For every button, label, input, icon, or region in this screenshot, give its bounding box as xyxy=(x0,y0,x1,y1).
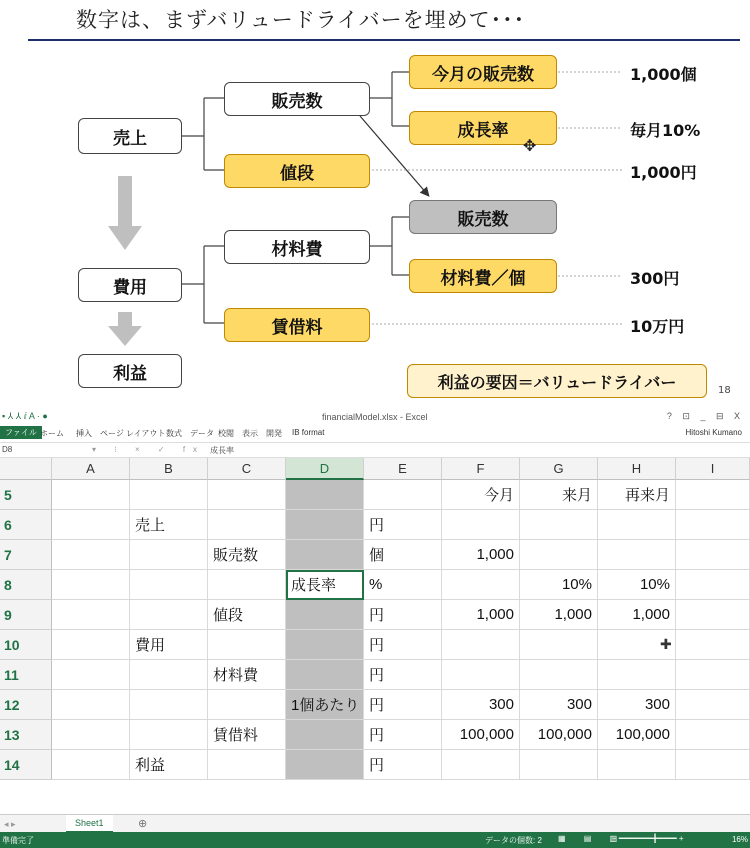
tab-review[interactable]: 校閲 xyxy=(218,429,234,438)
title-bar xyxy=(0,410,750,424)
zoom-slider[interactable]: − ━━━━━━━╋━━━━ + xyxy=(612,834,684,843)
ribbon-tabs xyxy=(0,424,750,440)
cell-d8[interactable]: 成長率 xyxy=(286,570,364,600)
cell-e13[interactable]: 円 xyxy=(364,720,442,750)
formula-controls[interactable]: ▾ ⁝ × ✓ fx xyxy=(92,445,206,454)
user-name[interactable]: Hitoshi Kumano xyxy=(685,428,742,437)
tree-connector-lines xyxy=(0,0,750,400)
cell-h9[interactable]: 1,000 xyxy=(598,600,676,630)
cell-i5[interactable] xyxy=(676,480,750,510)
cell-f11[interactable] xyxy=(442,660,520,690)
row-header-11[interactable]: 11 xyxy=(0,660,52,690)
cell-d6[interactable] xyxy=(286,510,364,540)
cell-e12[interactable]: 円 xyxy=(364,690,442,720)
cell-c7[interactable]: 販売数 xyxy=(208,540,286,570)
row-header-5[interactable]: 5 xyxy=(0,480,52,510)
cell-g5[interactable]: 来月 xyxy=(520,480,598,510)
row-header-6[interactable]: 6 xyxy=(0,510,52,540)
cell-d10[interactable] xyxy=(286,630,364,660)
cell-h5[interactable]: 再来月 xyxy=(598,480,676,510)
cell-d13[interactable] xyxy=(286,720,364,750)
cell-e14[interactable]: 円 xyxy=(364,750,442,780)
cell-f8[interactable] xyxy=(442,570,520,600)
value-material-per-unit: 300円 xyxy=(630,269,680,288)
col-header-g[interactable]: G xyxy=(520,458,598,480)
cell-g12[interactable]: 300 xyxy=(520,690,598,720)
formula-input[interactable]: 成長率 xyxy=(210,446,234,455)
status-count: データの個数: 2 xyxy=(485,836,542,845)
cell-h8[interactable]: 10% xyxy=(598,570,676,600)
value-monthly-units: 1,000個 xyxy=(630,65,697,84)
box-rent: 賃借料 xyxy=(224,308,370,342)
sheet-tab-sheet1[interactable]: Sheet1 xyxy=(66,815,113,833)
cell-g10[interactable] xyxy=(520,630,598,660)
sheet-tab-bar xyxy=(0,814,750,833)
row-header-10[interactable]: 10 xyxy=(0,630,52,660)
cell-d5[interactable] xyxy=(286,480,364,510)
tab-ib-format[interactable]: IB format xyxy=(292,428,325,437)
cell-e11[interactable]: 円 xyxy=(364,660,442,690)
zoom-level[interactable]: 16% xyxy=(731,835,748,844)
col-header-e[interactable]: E xyxy=(364,458,442,480)
box-sales: 売上 xyxy=(78,118,182,154)
formula-bar xyxy=(0,442,750,458)
box-growth-rate: 成長率 xyxy=(409,111,557,145)
cell-b12[interactable] xyxy=(130,690,208,720)
col-header-i[interactable]: I xyxy=(676,458,750,480)
cell-c12[interactable] xyxy=(208,690,286,720)
cell-i7[interactable] xyxy=(676,540,750,570)
box-price: 値段 xyxy=(224,154,370,188)
cell-h11[interactable] xyxy=(598,660,676,690)
cell-c9[interactable]: 値段 xyxy=(208,600,286,630)
col-header-c[interactable]: C xyxy=(208,458,286,480)
add-sheet-icon[interactable]: ⊕ xyxy=(138,818,148,830)
cell-e9[interactable]: 円 xyxy=(364,600,442,630)
view-buttons[interactable]: ▦ ▤ ▥ xyxy=(558,834,626,843)
cell-b5[interactable] xyxy=(130,480,208,510)
cell-g7[interactable] xyxy=(520,540,598,570)
cell-c6[interactable] xyxy=(208,510,286,540)
box-profit: 利益 xyxy=(78,354,182,388)
box-material-cost: 材料費 xyxy=(224,230,370,264)
status-bar xyxy=(0,832,750,848)
col-header-b[interactable]: B xyxy=(130,458,208,480)
row-header-8[interactable]: 8 xyxy=(0,570,52,600)
value-rent: 10万円 xyxy=(630,317,685,336)
col-header-f[interactable]: F xyxy=(442,458,520,480)
cell-h7[interactable] xyxy=(598,540,676,570)
cell-b10[interactable]: 費用 xyxy=(130,630,208,660)
cell-f14[interactable] xyxy=(442,750,520,780)
slide-gap xyxy=(0,400,750,410)
cell-f7[interactable]: 1,000 xyxy=(442,540,520,570)
cell-b13[interactable] xyxy=(130,720,208,750)
cell-a6[interactable] xyxy=(52,510,130,540)
cell-d11[interactable] xyxy=(286,660,364,690)
cell-c13[interactable]: 賃借料 xyxy=(208,720,286,750)
cell-i10[interactable] xyxy=(676,630,750,660)
cell-f9[interactable]: 1,000 xyxy=(442,600,520,630)
cell-f5[interactable]: 今月 xyxy=(442,480,520,510)
tab-insert[interactable]: 挿入 xyxy=(76,429,92,438)
tab-data[interactable]: データ xyxy=(190,429,214,438)
cell-h13[interactable]: 100,000 xyxy=(598,720,676,750)
name-box[interactable]: D8 xyxy=(2,445,13,454)
cell-c5[interactable] xyxy=(208,480,286,510)
slide xyxy=(0,0,750,400)
box-cost: 費用 xyxy=(78,268,182,302)
cell-f13[interactable]: 100,000 xyxy=(442,720,520,750)
tab-view[interactable]: 表示 xyxy=(242,429,258,438)
quick-access-toolbar[interactable]: ▪ ⅄ ⅄ ⅈ A · ● xyxy=(2,411,48,421)
cell-a13[interactable] xyxy=(52,720,130,750)
cell-i14[interactable] xyxy=(676,750,750,780)
cell-i12[interactable] xyxy=(676,690,750,720)
cell-a14[interactable] xyxy=(52,750,130,780)
cell-h14[interactable] xyxy=(598,750,676,780)
cell-c14[interactable] xyxy=(208,750,286,780)
row-header-7[interactable]: 7 xyxy=(0,540,52,570)
box-monthly-units: 今月の販売数 xyxy=(409,55,557,89)
cell-g11[interactable] xyxy=(520,660,598,690)
select-all-corner[interactable] xyxy=(0,458,52,480)
tab-file[interactable]: ファイル xyxy=(0,426,42,439)
cell-e10[interactable]: 円 xyxy=(364,630,442,660)
cell-c10[interactable] xyxy=(208,630,286,660)
row-header-12[interactable]: 12 xyxy=(0,690,52,720)
status-ready: 準備完了 xyxy=(2,836,34,845)
value-growth-rate: 毎月10% xyxy=(630,121,701,140)
slide-title: 数字は、まずバリュードライバーを埋めて･･･ xyxy=(76,8,526,32)
cell-a10[interactable] xyxy=(52,630,130,660)
tab-page-layout[interactable]: ページ レイアウト xyxy=(100,429,166,438)
value-driver-label: 利益の要因＝バリュードライバー xyxy=(407,364,707,398)
cell-a9[interactable] xyxy=(52,600,130,630)
cell-d12[interactable]: 1個あたり xyxy=(286,690,364,720)
cell-e8[interactable]: % xyxy=(364,570,442,600)
excel-window xyxy=(0,410,750,848)
cell-cursor-icon: ✚ xyxy=(660,636,672,652)
cell-h12[interactable]: 300 xyxy=(598,690,676,720)
cell-a8[interactable] xyxy=(52,570,130,600)
cell-g8[interactable]: 10% xyxy=(520,570,598,600)
cell-b8[interactable] xyxy=(130,570,208,600)
cell-i11[interactable] xyxy=(676,660,750,690)
cell-d14[interactable] xyxy=(286,750,364,780)
cell-f12[interactable]: 300 xyxy=(442,690,520,720)
cell-i6[interactable] xyxy=(676,510,750,540)
cell-b9[interactable] xyxy=(130,600,208,630)
box-material-per-unit: 材料費／個 xyxy=(409,259,557,293)
sheet-nav-arrows[interactable]: ◂ ▸ xyxy=(4,819,16,829)
cell-b6[interactable]: 売上 xyxy=(130,510,208,540)
cell-g14[interactable] xyxy=(520,750,598,780)
col-header-a[interactable]: A xyxy=(52,458,130,480)
cell-a5[interactable] xyxy=(52,480,130,510)
col-header-h[interactable]: H xyxy=(598,458,676,480)
cell-b14[interactable]: 利益 xyxy=(130,750,208,780)
cell-a12[interactable] xyxy=(52,690,130,720)
box-units-sold: 販売数 xyxy=(224,82,370,116)
cell-f6[interactable] xyxy=(442,510,520,540)
cell-d7[interactable] xyxy=(286,540,364,570)
row-header-9[interactable]: 9 xyxy=(0,600,52,630)
col-header-d[interactable]: D xyxy=(286,458,364,480)
cell-i9[interactable] xyxy=(676,600,750,630)
box-units-sold-ref: 販売数 xyxy=(409,200,557,234)
value-price: 1,000円 xyxy=(630,163,697,182)
tab-developer[interactable]: 開発 xyxy=(266,429,282,438)
cell-e6[interactable]: 円 xyxy=(364,510,442,540)
tab-home[interactable]: ホーム xyxy=(40,429,64,438)
row-header-13[interactable]: 13 xyxy=(0,720,52,750)
cell-e5[interactable] xyxy=(364,480,442,510)
cell-f10[interactable] xyxy=(442,630,520,660)
row-header-14[interactable]: 14 xyxy=(0,750,52,780)
cell-b11[interactable] xyxy=(130,660,208,690)
window-title: financialModel.xlsx - Excel xyxy=(322,412,428,422)
page-number: 18 xyxy=(718,385,731,396)
cell-c11[interactable]: 材料費 xyxy=(208,660,286,690)
cell-d9[interactable] xyxy=(286,600,364,630)
cell-g9[interactable]: 1,000 xyxy=(520,600,598,630)
cell-a11[interactable] xyxy=(52,660,130,690)
cell-i13[interactable] xyxy=(676,720,750,750)
cell-b7[interactable] xyxy=(130,540,208,570)
cell-a7[interactable] xyxy=(52,540,130,570)
window-controls[interactable]: ? ⊡ _ ⊟ X xyxy=(666,411,744,421)
cell-g6[interactable] xyxy=(520,510,598,540)
cell-i8[interactable] xyxy=(676,570,750,600)
move-cursor-icon: ✥ xyxy=(523,136,537,155)
cell-c8[interactable] xyxy=(208,570,286,600)
tab-formulas[interactable]: 数式 xyxy=(166,429,182,438)
cell-e7[interactable]: 個 xyxy=(364,540,442,570)
cell-g13[interactable]: 100,000 xyxy=(520,720,598,750)
cell-h6[interactable] xyxy=(598,510,676,540)
